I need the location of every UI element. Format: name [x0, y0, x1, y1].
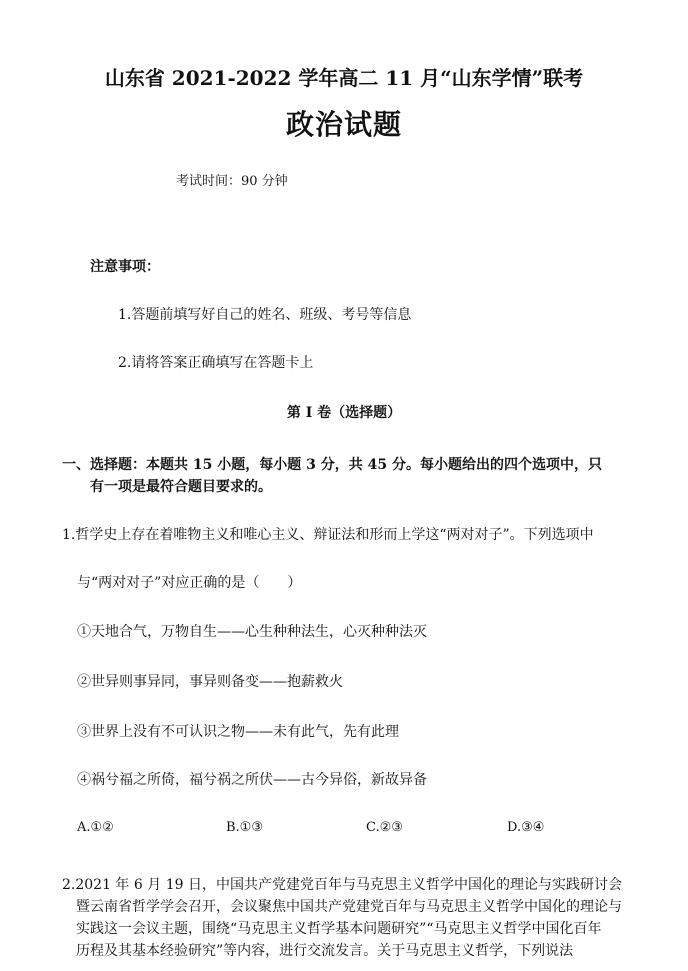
notes-heading: 注意事项：	[90, 259, 160, 275]
section-title: 第 I 卷（选择题）	[286, 405, 402, 421]
exam-title: 山东省 2021-2022 学年高二 11 月“山东学情”联考	[104, 66, 584, 90]
question-stem: 1.哲学史上存在着唯物主义和唯心主义、辩证法和形而上学这“两对对子”。下列选项中	[62, 527, 594, 543]
question-line: 实践这一会议主题，围绕“马克思主义哲学基本问题研究”“马克思主义哲学中国化百年	[76, 921, 602, 937]
question-line: 暨云南省哲学学会召开，会议聚焦中国共产党建党百年与马克思主义哲学中国化的理论与	[76, 899, 622, 915]
option-c[interactable]: C.②③	[366, 820, 403, 835]
note-item: 1.答题前填写好自己的姓名、班级、考号等信息	[118, 307, 412, 323]
statement-item: ②世异则事异同，事异则备变——抱薪救火	[77, 674, 343, 690]
option-d[interactable]: D.③④	[507, 820, 545, 835]
question-line: 历程及其基本经验研究”等内容，进行交流发言。关于马克思主义哲学，下列说法	[76, 943, 574, 959]
option-a[interactable]: A.①②	[77, 820, 114, 835]
subject-title: 政治试题	[285, 108, 402, 141]
note-item: 2.请将答案正确填写在答题卡上	[118, 355, 314, 371]
section-instruction: 一、选择题：本题共 15 小题，每小题 3 分，共 45 分。每小题给出的四个选项中，只	[62, 457, 602, 473]
question-stem: 与“两对对子”对应正确的是（ ）	[77, 575, 302, 591]
statement-item: ①天地合气，万物自生——心生种种法生，心灭种种法灭	[77, 624, 427, 640]
option-b[interactable]: B.①③	[226, 820, 263, 835]
statement-item: ④祸兮福之所倚，福兮祸之所伏——古今异俗，新故异备	[77, 772, 427, 788]
question-line: 2.2021 年 6 月 19 日，中国共产党建党百年与马克思主义哲学中国化的理论与实践研讨会	[62, 877, 622, 893]
exam-time: 考试时间：90 分钟	[176, 174, 288, 189]
statement-item: ③世界上没有不可认识之物——未有此气，先有此理	[77, 724, 399, 740]
section-instruction: 有一项是最符合题目要求的。	[90, 479, 272, 495]
